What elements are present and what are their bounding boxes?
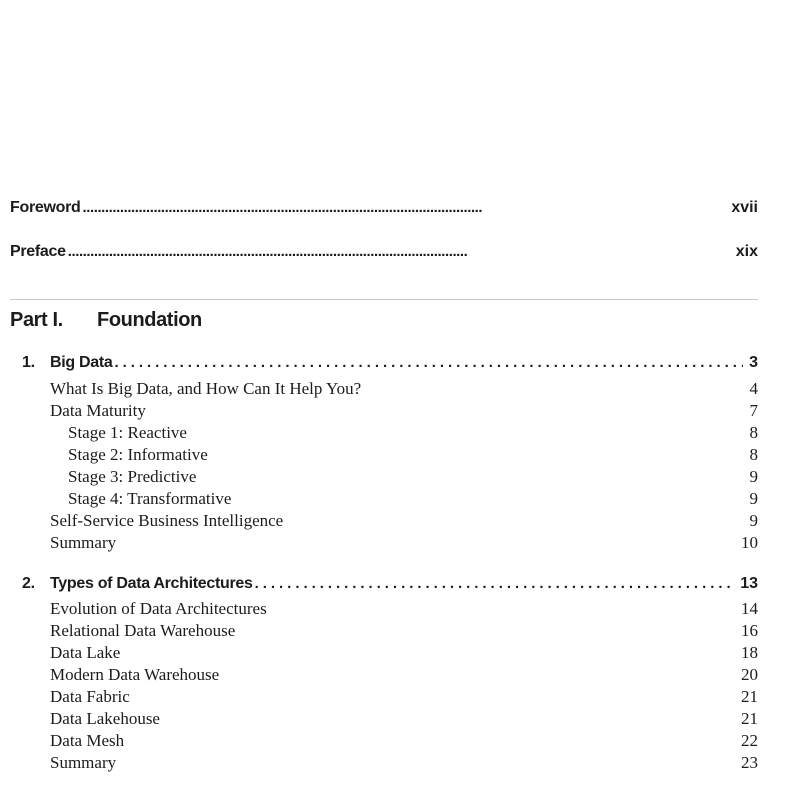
- section-title: Modern Data Warehouse: [50, 665, 220, 684]
- section-title: Self-Service Business Intelligence: [50, 511, 284, 530]
- chapter-title: Types of Data Architectures: [50, 575, 253, 592]
- chapter-number: 2.: [22, 575, 35, 592]
- toc-section[interactable]: [50, 730, 758, 752]
- section-page: 7: [749, 401, 758, 420]
- section-page: 21: [741, 709, 758, 728]
- section-title: Stage 1: Reactive: [68, 423, 187, 442]
- toc-subsection[interactable]: [68, 422, 758, 444]
- toc-entry-title: Preface: [10, 243, 66, 260]
- section-title: What Is Big Data, and How Can It Help You?: [50, 379, 362, 398]
- part-label: Part I.: [10, 309, 63, 331]
- toc-section[interactable]: [50, 642, 758, 664]
- part-heading: [10, 309, 202, 332]
- section-page: 16: [741, 621, 758, 640]
- toc-subsection[interactable]: [68, 444, 758, 466]
- section-title: Data Maturity: [50, 401, 146, 420]
- section-page: 10: [741, 533, 758, 552]
- chapter-page: 3: [749, 354, 758, 371]
- section-title: Stage 3: Predictive: [68, 467, 197, 486]
- section-page: 14: [741, 599, 758, 618]
- toc-subsection[interactable]: [68, 488, 758, 510]
- section-title: Data Lakehouse: [50, 709, 160, 728]
- chapter-number: 1.: [22, 354, 35, 371]
- section-page: 9: [749, 511, 758, 530]
- section-page: 9: [749, 489, 758, 508]
- toc-chapter-1[interactable]: [22, 354, 758, 372]
- toc-section[interactable]: [50, 378, 758, 400]
- section-title: Data Lake: [50, 643, 121, 662]
- divider: [10, 299, 758, 300]
- chapter-title: Big Data: [50, 354, 113, 371]
- section-page: 8: [749, 445, 758, 464]
- section-title: Summary: [50, 753, 117, 772]
- section-page: 20: [741, 665, 758, 684]
- leader-dots: [83, 199, 726, 216]
- toc-section[interactable]: [50, 532, 758, 554]
- section-page: 21: [741, 687, 758, 706]
- section-page: 18: [741, 643, 758, 662]
- toc-section[interactable]: [50, 708, 758, 730]
- section-title: Stage 2: Informative: [68, 445, 208, 464]
- toc-section[interactable]: [50, 686, 758, 708]
- leader-dots: [68, 243, 730, 260]
- toc-section[interactable]: [50, 400, 758, 422]
- leader-dots: [115, 354, 744, 371]
- section-page: 22: [741, 731, 758, 750]
- toc-section[interactable]: [50, 510, 758, 532]
- toc-entry-preface[interactable]: [10, 243, 758, 261]
- chapter-page: 13: [740, 575, 758, 592]
- toc-subsection[interactable]: [68, 466, 758, 488]
- section-title: Data Mesh: [50, 731, 125, 750]
- section-page: 8: [749, 423, 758, 442]
- toc-entry-page: xix: [735, 243, 758, 260]
- section-page: 23: [741, 753, 758, 772]
- section-page: 9: [749, 467, 758, 486]
- section-title: Evolution of Data Architectures: [50, 599, 267, 618]
- toc-section[interactable]: [50, 620, 758, 642]
- toc-section[interactable]: [50, 598, 758, 620]
- section-page: 4: [749, 379, 758, 398]
- toc-entry-page: xvii: [731, 199, 758, 216]
- section-title: Summary: [50, 533, 117, 552]
- section-title: Relational Data Warehouse: [50, 621, 236, 640]
- part-title: Foundation: [97, 309, 202, 331]
- section-title: Data Fabric: [50, 687, 130, 706]
- section-title: Stage 4: Transformative: [68, 489, 232, 508]
- toc-section[interactable]: [50, 664, 758, 686]
- toc-section[interactable]: [50, 752, 758, 774]
- toc-entry-title: Foreword: [10, 199, 81, 216]
- toc-entry-foreword[interactable]: [10, 199, 758, 217]
- toc-chapter-2[interactable]: [22, 575, 758, 593]
- leader-dots: [255, 575, 735, 592]
